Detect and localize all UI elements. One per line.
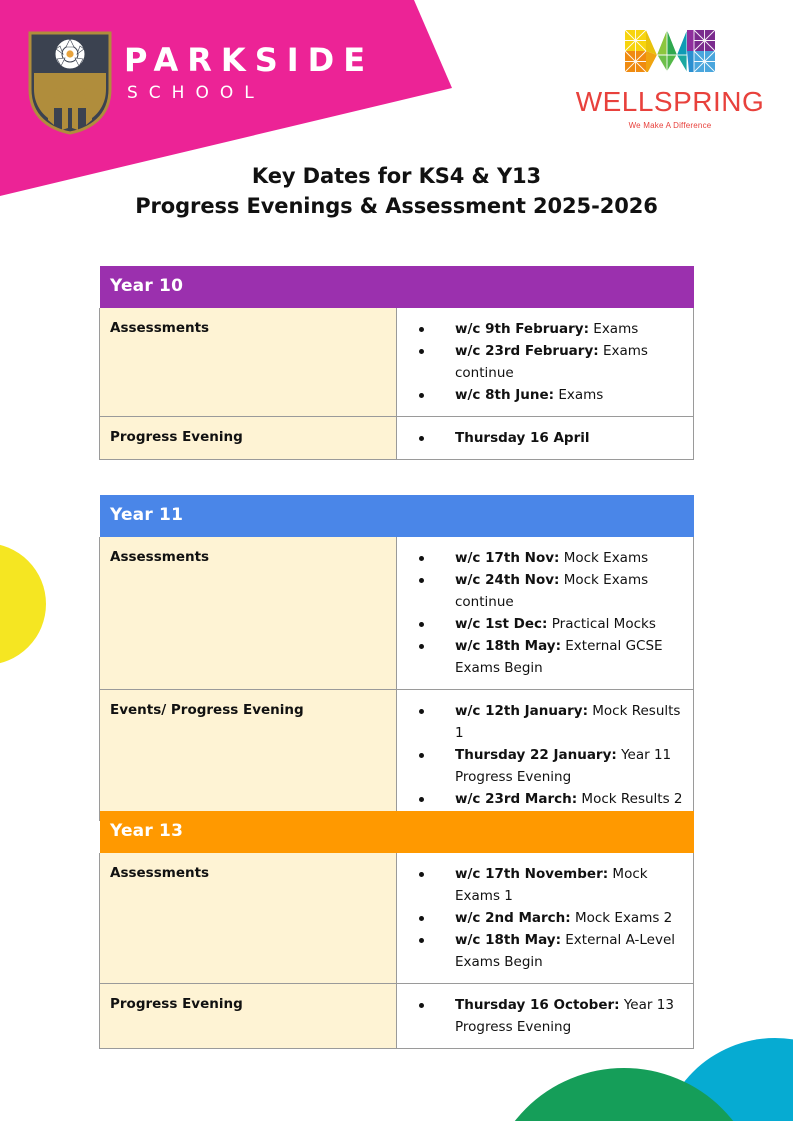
date-list-item bbox=[397, 635, 685, 679]
date-list-item bbox=[397, 569, 685, 613]
date-list-item bbox=[397, 788, 685, 810]
date-label: w/c 18th May: bbox=[455, 638, 561, 654]
date-description: Mock Results 2 bbox=[577, 791, 683, 807]
date-list-item bbox=[397, 744, 685, 788]
date-description: Mock Exams bbox=[559, 550, 649, 566]
date-label: w/c 23rd February: bbox=[455, 343, 599, 359]
row-label: Progress Evening bbox=[100, 984, 397, 1049]
school-name-line2: SCHOOL bbox=[127, 83, 265, 103]
date-list bbox=[397, 547, 685, 679]
parkside-wordmark bbox=[124, 41, 375, 103]
date-list-item bbox=[397, 994, 685, 1038]
table-header-row bbox=[100, 495, 694, 537]
date-label: w/c 9th February: bbox=[455, 321, 589, 337]
date-label: w/c 1st Dec: bbox=[455, 616, 548, 632]
date-list-item bbox=[397, 318, 685, 340]
parkside-school-crest-icon bbox=[26, 27, 114, 137]
date-list-item bbox=[397, 700, 685, 744]
date-list-item bbox=[397, 907, 685, 929]
row-content bbox=[397, 984, 694, 1049]
date-list-item bbox=[397, 427, 685, 449]
date-label: w/c 17th Nov: bbox=[455, 550, 560, 566]
date-list bbox=[397, 863, 685, 973]
row-content bbox=[397, 537, 694, 690]
year-group-heading: Year 10 bbox=[100, 266, 694, 308]
table-row bbox=[100, 690, 694, 821]
date-label: w/c 12th January: bbox=[455, 703, 588, 719]
date-label: Thursday 16 April bbox=[455, 430, 590, 446]
date-description: Year 11 Progress Evening bbox=[455, 747, 672, 785]
date-label: w/c 23rd March: bbox=[455, 791, 578, 807]
date-description: External GCSE Exams Begin bbox=[455, 638, 663, 676]
table-header-row bbox=[100, 266, 694, 308]
date-list-item bbox=[397, 613, 685, 635]
wellspring-logo bbox=[575, 22, 765, 130]
date-description: Exams continue bbox=[455, 343, 648, 381]
row-content bbox=[397, 853, 694, 984]
date-description: Mock Exams 1 bbox=[455, 866, 648, 904]
row-label: Events/ Progress Evening bbox=[100, 690, 397, 821]
year-table-year-10 bbox=[99, 265, 694, 460]
date-list-item bbox=[397, 863, 685, 907]
date-label: Thursday 16 October: bbox=[455, 997, 620, 1013]
date-list bbox=[397, 700, 685, 810]
date-list bbox=[397, 427, 685, 449]
row-label: Assessments bbox=[100, 537, 397, 690]
date-description: Exams bbox=[589, 321, 639, 337]
date-label: w/c 2nd March: bbox=[455, 910, 571, 926]
table-row bbox=[100, 417, 694, 460]
date-list bbox=[397, 994, 685, 1038]
date-list-item bbox=[397, 547, 685, 569]
row-content bbox=[397, 308, 694, 417]
yellow-circle-decoration bbox=[0, 543, 46, 665]
table-row bbox=[100, 853, 694, 984]
year-table-year-13 bbox=[99, 810, 694, 1049]
table-row bbox=[100, 537, 694, 690]
row-label: Assessments bbox=[100, 853, 397, 984]
year-group-heading: Year 13 bbox=[100, 811, 694, 853]
date-description: Mock Exams continue bbox=[455, 572, 649, 610]
date-list-item bbox=[397, 340, 685, 384]
wellspring-name: WELLSPRING bbox=[575, 86, 765, 117]
date-label: w/c 8th June: bbox=[455, 387, 555, 403]
date-description: Practical Mocks bbox=[547, 616, 656, 632]
date-label: w/c 24th Nov: bbox=[455, 572, 560, 588]
row-label: Progress Evening bbox=[100, 417, 397, 460]
date-description: Mock Results 1 bbox=[455, 703, 681, 741]
year-group-heading: Year 11 bbox=[100, 495, 694, 537]
row-content bbox=[397, 417, 694, 460]
table-row bbox=[100, 984, 694, 1049]
table-header-row bbox=[100, 811, 694, 853]
date-description: Mock Exams 2 bbox=[570, 910, 673, 926]
row-content bbox=[397, 690, 694, 821]
date-label: w/c 18th May: bbox=[455, 932, 561, 948]
date-label: Thursday 22 January: bbox=[455, 747, 617, 763]
page-title bbox=[0, 162, 793, 222]
date-description: External A-Level Exams Begin bbox=[455, 932, 676, 970]
date-label: w/c 17th November: bbox=[455, 866, 609, 882]
page-title-line1: Key Dates for KS4 & Y13 bbox=[251, 164, 542, 188]
school-name-line1: PARKSIDE bbox=[124, 41, 375, 79]
row-label: Assessments bbox=[100, 308, 397, 417]
page-title-line2: Progress Evenings & Assessment 2025-2026 bbox=[135, 193, 658, 218]
date-list-item bbox=[397, 384, 685, 406]
wellspring-w-mark bbox=[615, 22, 725, 84]
date-list-item bbox=[397, 929, 685, 973]
date-description: Exams bbox=[554, 387, 604, 403]
date-description: Year 13 Progress Evening bbox=[455, 997, 674, 1035]
wellspring-tagline: We Make A Difference bbox=[628, 121, 712, 130]
year-table-year-11 bbox=[99, 494, 694, 821]
table-row bbox=[100, 308, 694, 417]
date-list bbox=[397, 318, 685, 406]
